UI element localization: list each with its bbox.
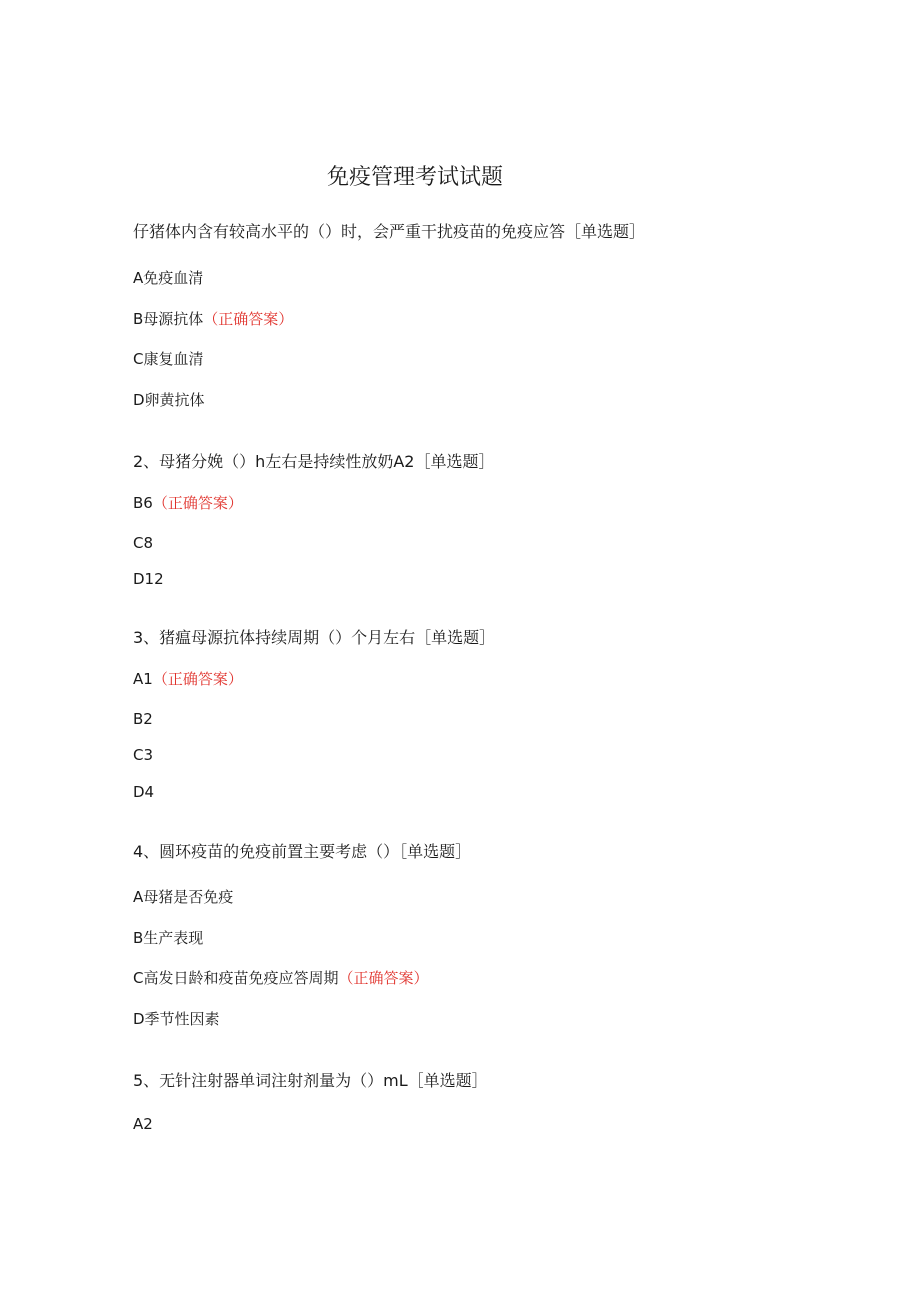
option-label: B母源抗体	[133, 310, 204, 328]
question-1-option-b	[133, 309, 293, 329]
question-2-option-c	[133, 533, 153, 553]
question-2-option-b	[133, 493, 243, 513]
correct-answer-marker: （正确答案）	[152, 494, 243, 512]
question-3-option-a	[133, 669, 243, 689]
option-label: A2	[133, 1115, 153, 1133]
question-5-text: 5、无针注射器单词注射剂量为（）mL［单选题］	[133, 1071, 488, 1090]
correct-answer-marker: （正确答案）	[203, 310, 294, 328]
option-label: C3	[133, 746, 154, 764]
question-3-text: 3、猪瘟母源抗体持续周期（）个月左右［单选题］	[133, 628, 496, 647]
question-4-option-b	[133, 928, 203, 948]
question-1-text: 仔猪体内含有较高水平的（）时，会严重干扰疫苗的免疫应答［单选题］	[133, 222, 646, 241]
question-3-option-b	[133, 709, 153, 729]
question-4-option-d	[133, 1009, 220, 1029]
option-label: A1	[133, 670, 153, 688]
question-1-option-a	[133, 268, 203, 288]
question-5-option-a	[133, 1114, 153, 1134]
correct-answer-marker: （正确答案）	[338, 969, 429, 987]
correct-answer-marker: （正确答案）	[152, 670, 243, 688]
question-3-option-c	[133, 745, 153, 765]
option-label: B6	[133, 494, 153, 512]
question-4-text: 4、圆环疫苗的免疫前置主要考虑（）［单选题］	[133, 842, 472, 861]
question-4-option-c	[133, 968, 429, 988]
option-label: D季节性因素	[133, 1010, 220, 1028]
option-label: B生产表现	[133, 929, 204, 947]
question-2-text: 2、母猪分娩（）h左右是持续性放奶A2［单选题］	[133, 452, 495, 471]
option-label: B2	[133, 710, 153, 728]
question-1-option-c	[133, 349, 203, 369]
question-3-option-d	[133, 782, 154, 802]
option-label: C8	[133, 534, 154, 552]
option-label: D卵黄抗体	[133, 391, 205, 409]
page-title: 免疫管理考试试题	[326, 165, 503, 190]
question-4-option-a	[133, 887, 233, 907]
option-label: C高发日龄和疫苗免疫应答周期	[133, 969, 339, 987]
option-label: A免疫血清	[133, 269, 204, 287]
option-label: D4	[133, 783, 155, 801]
option-label: D12	[133, 570, 164, 588]
option-label: C康复血清	[133, 350, 204, 368]
option-label: A母猪是否免疫	[133, 888, 234, 906]
question-2-option-d	[133, 569, 164, 589]
question-1-option-d	[133, 390, 205, 410]
